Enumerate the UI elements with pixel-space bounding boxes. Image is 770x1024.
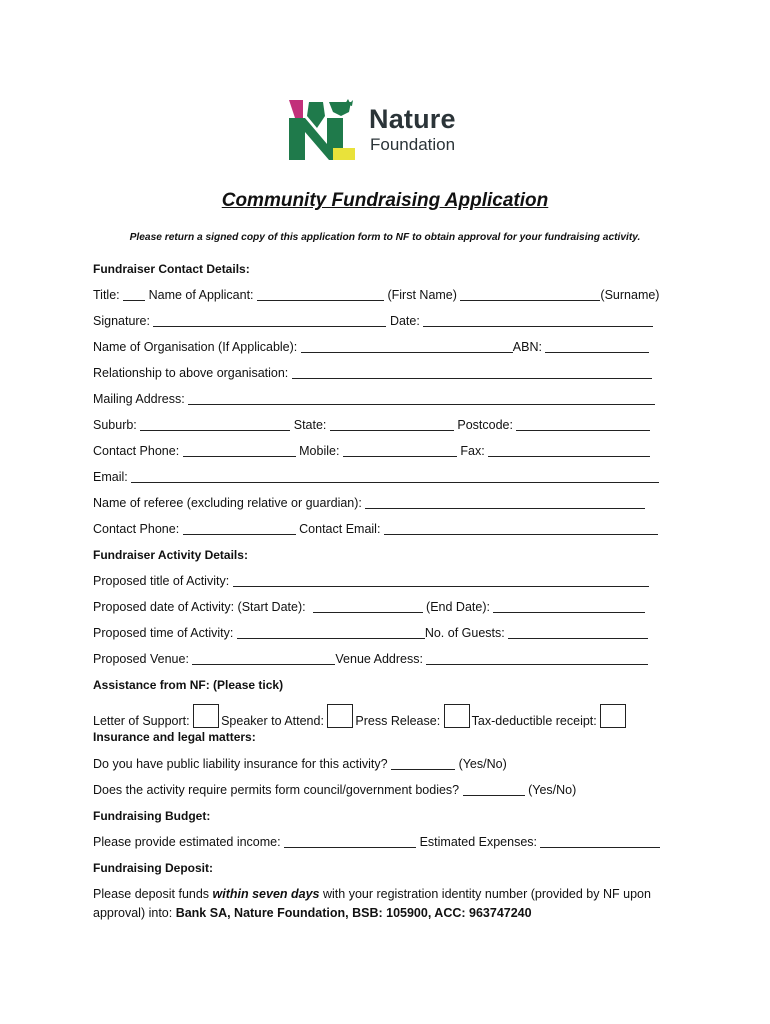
signature-row	[93, 314, 653, 328]
tax-label: Tax-deductible receipt:	[471, 714, 597, 728]
expenses-label: Estimated Expenses:	[419, 835, 537, 849]
end-date-field[interactable]	[493, 600, 645, 613]
date-label: Date:	[389, 314, 420, 328]
time-label: Proposed time of Activity:	[93, 626, 234, 640]
end-date-label: (End Date):	[426, 600, 490, 614]
deposit-text-line-2	[93, 906, 532, 920]
referee-field[interactable]	[365, 496, 645, 509]
contact-phone-row	[93, 444, 650, 458]
relationship-label: Relationship to above organisation:	[93, 366, 289, 380]
date-field[interactable]	[423, 314, 653, 327]
surname-label: (Surname)	[600, 288, 660, 302]
email-field[interactable]	[131, 470, 659, 483]
guests-field[interactable]	[508, 626, 648, 639]
income-label: Please provide estimated income:	[93, 835, 281, 849]
organisation-label: Name of Organisation (If Applicable):	[93, 340, 298, 354]
budget-row	[93, 835, 660, 849]
liability-yes-no: (Yes/No)	[458, 757, 507, 771]
permits-yes-no: (Yes/No)	[528, 783, 577, 797]
abn-label: ABN:	[512, 340, 542, 354]
activity-heading: Fundraiser Activity Details:	[93, 548, 248, 562]
logo-name: Nature	[369, 104, 456, 134]
venue-label: Proposed Venue:	[93, 652, 189, 666]
abn-field[interactable]	[545, 340, 649, 353]
referee-row	[93, 496, 645, 510]
postcode-label: Postcode:	[457, 418, 513, 432]
postcode-field[interactable]	[516, 418, 650, 431]
income-field[interactable]	[284, 835, 416, 848]
mailing-label: Mailing Address:	[93, 392, 185, 406]
logo-mark-icon	[289, 98, 367, 162]
title-field[interactable]	[123, 288, 145, 301]
applicant-row	[93, 288, 659, 302]
press-checkbox[interactable]	[444, 704, 470, 728]
activity-title-label: Proposed title of Activity:	[93, 574, 230, 588]
document-title: Community Fundraising Application	[221, 190, 549, 211]
expenses-field[interactable]	[540, 835, 660, 848]
liability-row	[93, 757, 507, 771]
first-name-field[interactable]	[257, 288, 384, 301]
deposit-text-end: approval) into:	[93, 906, 176, 920]
insurance-heading: Insurance and legal matters:	[93, 730, 256, 744]
email-row	[93, 470, 659, 484]
mailing-row	[93, 392, 655, 406]
mobile-label: Mobile:	[299, 444, 340, 458]
organisation-row	[93, 340, 649, 354]
email-label: Email:	[93, 470, 128, 484]
permits-row	[93, 783, 576, 797]
referee-phone-label: Contact Phone:	[93, 522, 180, 536]
first-name-label: (First Name)	[387, 288, 457, 302]
surname-field[interactable]	[460, 288, 600, 301]
permits-field[interactable]	[463, 783, 525, 796]
signature-label: Signature:	[93, 314, 150, 328]
phone-field[interactable]	[183, 444, 296, 457]
deposit-emphasis: within seven days	[212, 887, 320, 901]
deposit-text-start: Please deposit funds	[93, 887, 213, 901]
applicant-label: Name of Applicant:	[148, 288, 254, 302]
letter-checkbox[interactable]	[193, 704, 219, 728]
venue-address-field[interactable]	[426, 652, 648, 665]
referee-label: Name of referee (excluding relative or guardian):	[93, 496, 362, 510]
venue-row	[93, 652, 648, 666]
activity-title-row	[93, 574, 649, 588]
nature-foundation-logo	[289, 98, 489, 162]
referee-contact-row	[93, 522, 658, 536]
contact-heading: Fundraiser Contact Details:	[93, 262, 250, 276]
suburb-field[interactable]	[140, 418, 290, 431]
phone-label: Contact Phone:	[93, 444, 180, 458]
suburb-label: Suburb:	[93, 418, 137, 432]
deposit-text-middle: with your registration identity number (provided by NF upon	[319, 887, 651, 901]
organisation-field[interactable]	[301, 340, 513, 353]
relationship-row	[93, 366, 652, 380]
liability-field[interactable]	[391, 757, 455, 770]
referee-phone-field[interactable]	[183, 522, 296, 535]
letter-label: Letter of Support:	[93, 714, 190, 728]
deposit-heading: Fundraising Deposit:	[93, 861, 213, 875]
mailing-field[interactable]	[188, 392, 655, 405]
state-label: State:	[293, 418, 327, 432]
venue-address-label: Venue Address:	[335, 652, 423, 666]
press-label: Press Release:	[355, 714, 441, 728]
relationship-field[interactable]	[292, 366, 652, 379]
venue-field[interactable]	[192, 652, 335, 665]
start-date-label: Proposed date of Activity: (Start Date):	[93, 600, 306, 614]
mobile-field[interactable]	[343, 444, 457, 457]
time-field[interactable]	[237, 626, 425, 639]
speaker-label: Speaker to Attend:	[221, 714, 324, 728]
referee-email-label: Contact Email:	[299, 522, 381, 536]
logo-subtitle: Foundation	[370, 135, 456, 154]
fax-field[interactable]	[488, 444, 650, 457]
permits-question: Does the activity require permits form council/government bodies?	[93, 783, 460, 797]
budget-heading: Fundraising Budget:	[93, 809, 211, 823]
deposit-text-line-1	[93, 887, 651, 901]
activity-time-row	[93, 626, 648, 640]
referee-email-field[interactable]	[384, 522, 658, 535]
tax-checkbox[interactable]	[600, 704, 626, 728]
state-field[interactable]	[330, 418, 454, 431]
fax-label: Fax:	[460, 444, 485, 458]
instruction-text: Please return a signed copy of this application form to NF to obtain approval for your fundraising activity.	[129, 232, 641, 243]
bank-details: Bank SA, Nature Foundation, BSB: 105900, ACC: 963747240	[175, 906, 532, 920]
assistance-heading: Assistance from NF: (Please tick)	[93, 678, 284, 692]
assistance-row	[93, 704, 628, 728]
liability-question: Do you have public liability insurance for this activity?	[93, 757, 388, 771]
start-date-field[interactable]	[313, 600, 423, 613]
title-label: Title:	[93, 288, 120, 302]
activity-date-row	[93, 600, 645, 614]
activity-title-field[interactable]	[233, 574, 649, 587]
speaker-checkbox[interactable]	[327, 704, 353, 728]
signature-field[interactable]	[153, 314, 386, 327]
suburb-row	[93, 418, 650, 432]
guests-label: No. of Guests:	[424, 626, 505, 640]
